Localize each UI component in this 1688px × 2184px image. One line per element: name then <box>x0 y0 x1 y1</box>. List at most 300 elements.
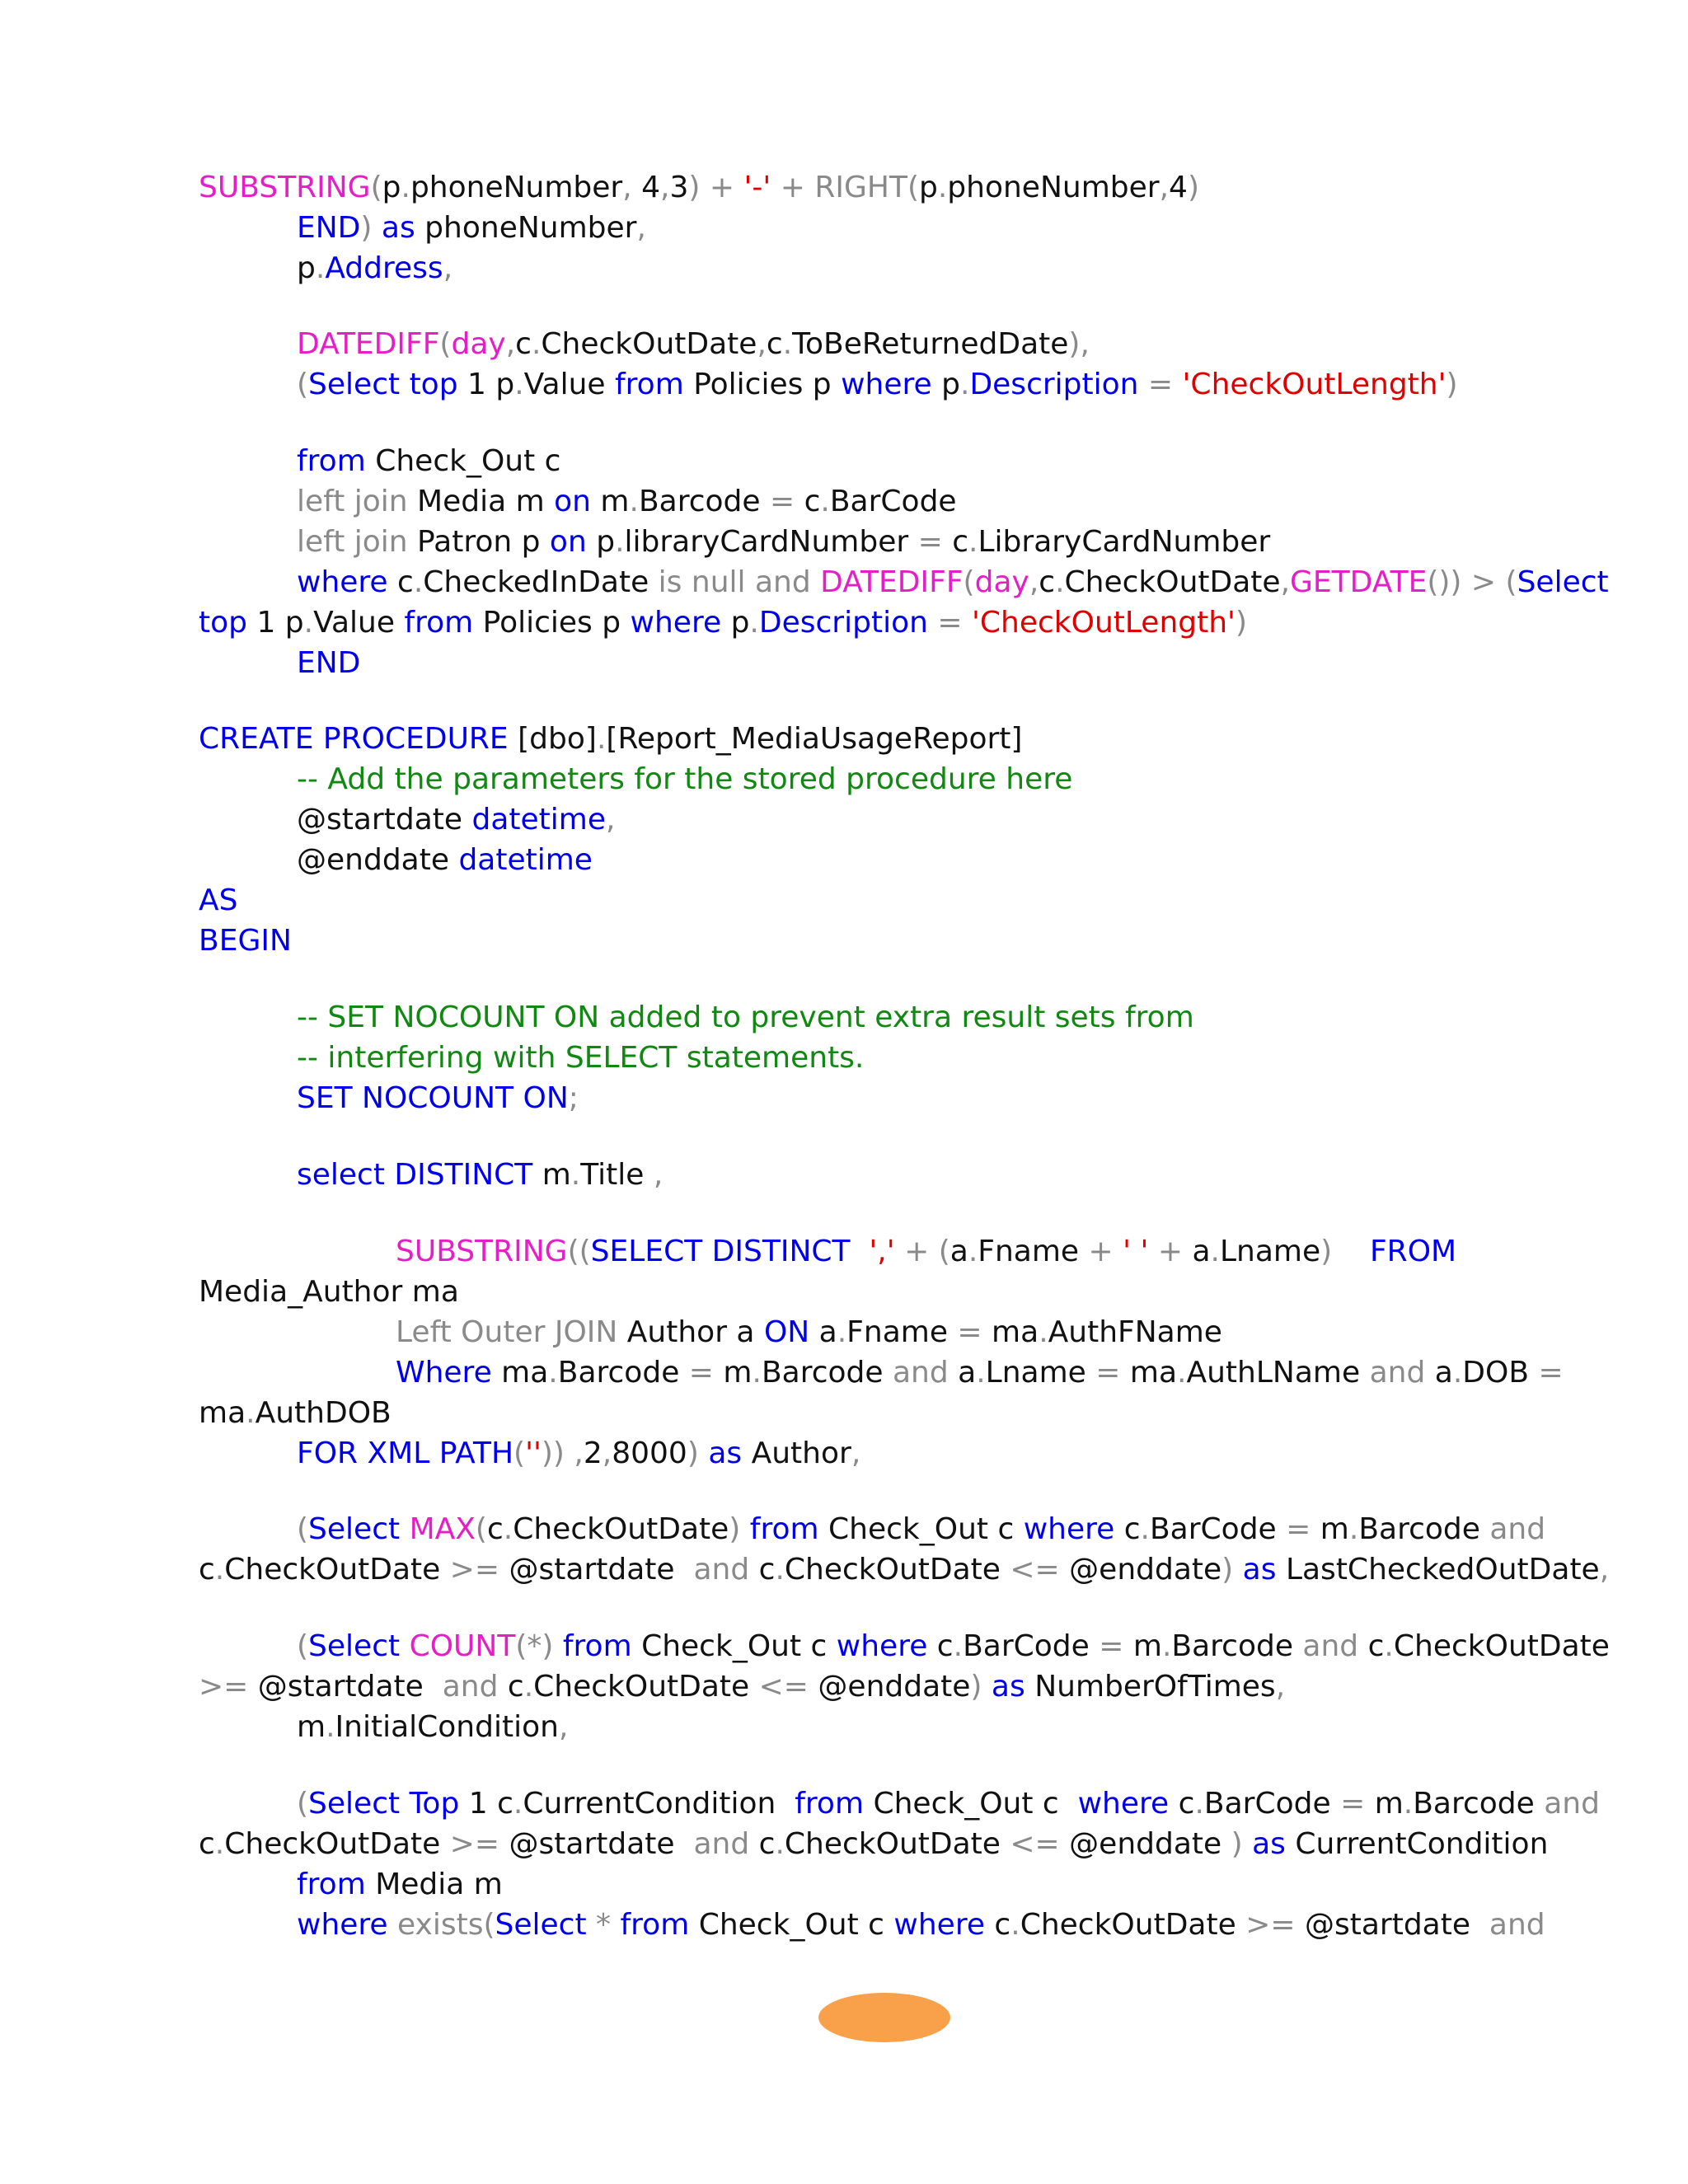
code-token: m <box>1374 1787 1404 1821</box>
code-token: InitialCondition <box>335 1710 559 1744</box>
code-token: from <box>562 1629 632 1663</box>
code-token: ) <box>970 1670 992 1704</box>
code-token: + ( <box>894 1235 950 1268</box>
code-token: . <box>401 171 410 204</box>
code-line <box>396 1232 1456 1272</box>
code-token: and <box>442 1670 499 1704</box>
code-token: Description <box>758 606 928 640</box>
code-token: DATEDIFF <box>297 327 440 361</box>
code-token: . <box>1452 1356 1463 1390</box>
code-token: . <box>1177 1356 1187 1390</box>
code-token: . <box>959 368 970 401</box>
code-token: @enddate <box>297 843 459 877</box>
code-token: Fname <box>978 1235 1080 1268</box>
code-token: p <box>297 251 316 285</box>
code-token: . <box>752 1356 762 1390</box>
code-line <box>297 1627 1610 1666</box>
code-token: , <box>602 1436 612 1470</box>
code-token: . <box>1403 1787 1414 1821</box>
code-token: ) <box>1231 1827 1253 1861</box>
code-token: 3 <box>669 171 689 204</box>
code-line <box>396 1353 1564 1393</box>
code-token: * <box>586 1908 621 1942</box>
code-token: Fname <box>846 1315 948 1349</box>
code-token: Select <box>308 1787 401 1821</box>
code-token: left join <box>297 485 408 518</box>
code-token: Value <box>523 368 615 401</box>
code-token: @startdate <box>509 1553 694 1586</box>
code-token: and <box>693 1827 750 1861</box>
code-token: Barcode <box>761 1356 893 1390</box>
code-token: Media m <box>365 1868 503 1901</box>
code-token: @startdate <box>1304 1908 1489 1942</box>
code-token: Address <box>325 251 443 285</box>
code-token: . <box>1210 1235 1220 1268</box>
code-token: CheckOutDate <box>784 1553 1001 1586</box>
code-token: c <box>952 525 969 559</box>
code-token: >= <box>1236 1908 1305 1942</box>
code-token: END <box>297 646 361 680</box>
code-token: Select <box>1517 565 1609 599</box>
code-token: . <box>326 1710 335 1744</box>
code-token: Author <box>742 1436 851 1470</box>
code-token: a <box>809 1315 837 1349</box>
code-token: = <box>1138 368 1183 401</box>
code-token: . <box>775 1827 785 1861</box>
code-line <box>297 1510 1545 1549</box>
code-token: Select <box>308 368 401 401</box>
code-token: @enddate <box>1069 1827 1231 1861</box>
code-token: Select <box>495 1908 587 1942</box>
code-token: Check_Out c <box>631 1629 837 1663</box>
code-token: CheckOutDate <box>1064 565 1281 599</box>
code-token: and <box>1489 1908 1545 1942</box>
code-line <box>297 442 560 481</box>
code-token: Patron p <box>407 525 550 559</box>
code-token: LibraryCardNumber <box>978 525 1271 559</box>
code-token: . <box>1348 1512 1359 1546</box>
code-line <box>297 563 1609 602</box>
code-line <box>297 1434 860 1474</box>
code-token: ( <box>297 1512 309 1546</box>
code-token: p <box>382 171 401 204</box>
code-line <box>297 325 1090 364</box>
code-token: + <box>1079 1235 1123 1268</box>
code-token: ; <box>568 1081 579 1115</box>
code-token: DOB <box>1462 1356 1530 1390</box>
code-token: on <box>549 525 587 559</box>
code-token: ) <box>1221 1553 1243 1586</box>
code-token: . <box>548 1356 558 1390</box>
code-token: Barcode <box>1171 1629 1303 1663</box>
code-token: Left Outer JOIN <box>396 1315 618 1349</box>
code-line <box>297 523 1270 562</box>
code-token: 'CheckOutLength' <box>971 606 1236 640</box>
code-token: ( <box>475 1512 487 1546</box>
code-token <box>388 1908 397 1942</box>
code-token: CheckedInDate <box>423 565 659 599</box>
code-token: NumberOfTimes <box>1025 1670 1276 1704</box>
code-token: ( <box>370 171 382 204</box>
code-token: 1 p <box>457 368 515 401</box>
code-token: LastCheckedOutDate <box>1276 1553 1600 1586</box>
code-line <box>297 249 452 288</box>
code-token: a <box>948 1356 977 1390</box>
code-token: ma <box>491 1356 549 1390</box>
code-token: , <box>757 327 767 361</box>
code-token: . <box>937 171 948 204</box>
code-token: where <box>630 606 722 640</box>
code-token: , <box>505 327 516 361</box>
code-line <box>199 168 1199 208</box>
code-token: FROM <box>1369 1235 1457 1268</box>
code-token: . <box>615 525 625 559</box>
code-token: select <box>297 1158 385 1192</box>
code-token: CheckOutDate <box>513 1512 729 1546</box>
code-token: = <box>1330 1787 1375 1821</box>
code-token: ( <box>297 368 309 401</box>
code-token <box>385 1158 394 1192</box>
code-line <box>297 1708 568 1747</box>
code-token: phoneNumber <box>410 171 623 204</box>
code-token: . <box>953 1629 964 1663</box>
code-token <box>851 1235 870 1268</box>
code-token: c <box>1358 1629 1385 1663</box>
code-token: CREATE PROCEDURE <box>199 722 509 756</box>
code-token: @startdate <box>257 1670 443 1704</box>
code-token: from <box>620 1908 690 1942</box>
code-token: c <box>1169 1787 1195 1821</box>
code-token: c <box>1039 565 1056 599</box>
code-token: , <box>1599 1553 1610 1586</box>
code-token: as <box>1242 1553 1277 1586</box>
code-token: ) <box>1446 368 1458 401</box>
code-token: '-' <box>743 171 771 204</box>
code-token: ) <box>1320 1235 1370 1268</box>
code-token: . <box>303 606 314 640</box>
code-token: from <box>614 368 684 401</box>
code-token: p <box>721 606 750 640</box>
code-token: c <box>199 1827 215 1861</box>
code-token: CheckOutDate <box>224 1827 441 1861</box>
code-token: . <box>503 1512 513 1546</box>
code-line <box>297 209 646 248</box>
code-token: . <box>837 1315 847 1349</box>
code-token: ( <box>907 171 919 204</box>
code-token: ( <box>297 1787 309 1821</box>
code-token: + <box>771 171 815 204</box>
code-token: CurrentCondition <box>1285 1827 1549 1861</box>
code-token: c <box>749 1827 776 1861</box>
code-token: . <box>523 1670 534 1704</box>
code-token: . <box>1140 1512 1150 1546</box>
code-token: = <box>760 485 804 518</box>
code-token: . <box>629 485 639 518</box>
code-token: @startdate <box>297 803 472 837</box>
code-token: Barcode <box>638 485 761 518</box>
code-token: from <box>297 1868 366 1901</box>
code-token: and <box>693 1553 750 1586</box>
code-line <box>199 1394 392 1433</box>
code-token: Policies p <box>683 368 842 401</box>
code-token: where <box>836 1629 928 1663</box>
code-token: and <box>1369 1356 1426 1390</box>
code-token: AuthDOB <box>255 1396 392 1430</box>
code-token: '' <box>525 1436 542 1470</box>
code-token: . <box>514 368 524 401</box>
code-token: SELECT <box>590 1235 703 1268</box>
code-token: FOR XML PATH <box>297 1436 514 1470</box>
code-token: ( <box>297 1629 309 1663</box>
code-line <box>297 998 1194 1038</box>
code-token: c <box>486 1512 504 1546</box>
code-token: a <box>1425 1356 1453 1390</box>
code-token: CheckOutDate <box>541 327 757 361</box>
code-token: Barcode <box>1358 1512 1490 1546</box>
code-line <box>297 760 1072 799</box>
code-token: Media_Author ma <box>199 1275 459 1309</box>
code-token: c <box>387 565 414 599</box>
code-token: (( <box>567 1235 591 1268</box>
code-token: Top <box>409 1787 460 1821</box>
code-token: + <box>1148 1235 1193 1268</box>
code-token: ToBeReturnedDate <box>792 327 1069 361</box>
code-token: >= <box>440 1553 509 1586</box>
code-line <box>297 1865 503 1905</box>
code-token: , <box>1029 565 1039 599</box>
code-token: c <box>984 1908 1011 1942</box>
code-token: . <box>246 1396 256 1430</box>
code-token: BarCode <box>963 1629 1090 1663</box>
code-token: Policies p <box>473 606 631 640</box>
code-token: p <box>931 368 960 401</box>
code-token: . <box>214 1827 225 1861</box>
code-token: 4 <box>641 171 661 204</box>
page-number-marker <box>818 1993 950 2042</box>
code-token: 4 <box>1169 171 1188 204</box>
code-token: -- interfering with SELECT statements. <box>297 1041 865 1075</box>
code-token: Description <box>969 368 1139 401</box>
code-token: ) <box>360 211 382 245</box>
code-token: datetime <box>471 803 606 837</box>
code-token: exists <box>397 1908 484 1942</box>
code-token: ma <box>992 1315 1039 1349</box>
code-token: . <box>570 1158 581 1192</box>
code-token: <= <box>749 1670 818 1704</box>
code-token: CheckOutDate <box>533 1670 750 1704</box>
code-token: = <box>1529 1356 1564 1390</box>
code-token: datetime <box>458 843 593 877</box>
code-token: CurrentCondition <box>523 1787 795 1821</box>
code-token: , <box>1280 565 1291 599</box>
code-line <box>297 800 615 840</box>
code-token: = <box>908 525 953 559</box>
code-token: Title <box>580 1158 654 1192</box>
code-token: c <box>749 1553 776 1586</box>
code-token: c <box>498 1670 524 1704</box>
code-token: as <box>991 1670 1025 1704</box>
code-token: as <box>708 1436 743 1470</box>
code-line <box>297 644 360 683</box>
code-token: where <box>1077 1787 1170 1821</box>
code-token: [Report_MediaUsageReport] <box>606 722 1023 756</box>
code-token: c <box>1114 1512 1141 1546</box>
code-token: . <box>1384 1629 1394 1663</box>
code-token: c <box>515 327 532 361</box>
code-token: . <box>782 327 793 361</box>
code-token: , <box>622 171 642 204</box>
code-token: and <box>1302 1629 1359 1663</box>
code-line <box>297 482 957 522</box>
code-token: from <box>749 1512 819 1546</box>
code-token: from <box>297 444 366 478</box>
code-token: and <box>1544 1787 1600 1821</box>
code-token: Media m <box>407 485 555 518</box>
code-token: ma <box>1129 1356 1178 1390</box>
code-token: ( <box>513 1436 526 1470</box>
code-token: . <box>1010 1908 1020 1942</box>
code-token <box>702 1235 711 1268</box>
code-token: m <box>1132 1629 1162 1663</box>
code-token: , <box>1159 171 1170 204</box>
code-token: day <box>451 327 506 361</box>
code-line <box>199 1825 1548 1864</box>
code-token: . <box>531 327 542 361</box>
code-token: SET NOCOUNT ON <box>297 1081 569 1115</box>
code-token: where <box>893 1908 985 1942</box>
code-line <box>297 1038 864 1078</box>
code-token: , <box>636 211 646 245</box>
code-token: BarCode <box>1203 1787 1331 1821</box>
code-token: BEGIN <box>199 924 292 958</box>
code-token: @enddate <box>1069 1553 1222 1586</box>
code-token: ( <box>439 327 452 361</box>
code-token: day <box>974 565 1029 599</box>
code-token: Value <box>313 606 405 640</box>
code-token: CheckOutDate <box>224 1553 441 1586</box>
code-token: . <box>976 1356 986 1390</box>
code-token: 'CheckOutLength' <box>1182 368 1447 401</box>
code-token: ON <box>763 1315 810 1349</box>
code-line <box>297 841 593 880</box>
code-token: where <box>841 368 932 401</box>
code-token: ma <box>199 1396 246 1430</box>
code-token: left join <box>297 525 408 559</box>
code-token: from <box>404 606 474 640</box>
code-token: @enddate <box>818 1670 971 1704</box>
code-token: phoneNumber <box>947 171 1160 204</box>
code-token: END <box>297 211 361 245</box>
code-token: from <box>795 1787 865 1821</box>
code-token: AS <box>199 883 238 917</box>
code-token: and <box>892 1356 949 1390</box>
code-token: = <box>1276 1512 1320 1546</box>
code-token: = <box>1089 1629 1133 1663</box>
code-token: c <box>804 485 821 518</box>
code-token: -- SET NOCOUNT ON added to prevent extra result sets from <box>297 1001 1194 1034</box>
code-token: c <box>927 1629 954 1663</box>
code-line <box>199 719 1022 759</box>
code-token: DISTINCT <box>394 1158 533 1192</box>
code-token: CheckOutDate <box>784 1827 1001 1861</box>
code-token: . <box>315 251 326 285</box>
code-token: m <box>532 1158 571 1192</box>
code-token: a <box>1192 1235 1211 1268</box>
code-token: (*) <box>515 1629 563 1663</box>
code-token: GETDATE <box>1290 565 1428 599</box>
code-token: , <box>443 251 453 285</box>
code-token: = <box>927 606 972 640</box>
code-token: top <box>409 368 458 401</box>
code-token: SUBSTRING <box>396 1235 568 1268</box>
code-line <box>297 1155 663 1195</box>
code-token: 2 <box>583 1436 603 1470</box>
code-token: = <box>1085 1356 1130 1390</box>
code-token: m <box>590 485 630 518</box>
code-token: = <box>947 1315 992 1349</box>
code-token: ' ' <box>1123 1235 1149 1268</box>
code-token: Check_Out c <box>864 1787 1078 1821</box>
code-token: [dbo] <box>508 722 597 756</box>
code-token: >= <box>199 1670 258 1704</box>
code-token: c <box>199 1553 215 1586</box>
code-line <box>297 1784 1600 1824</box>
code-token: Check_Out c <box>365 444 561 478</box>
code-token: p <box>918 171 938 204</box>
code-token: phoneNumber <box>415 211 637 245</box>
code-token: ( <box>963 565 975 599</box>
code-token: . <box>968 525 978 559</box>
code-token: libraryCardNumber <box>624 525 909 559</box>
code-token: , <box>851 1436 861 1470</box>
code-token: DATEDIFF <box>820 565 964 599</box>
code-token: 1 p <box>247 606 304 640</box>
code-token: ',' <box>869 1235 895 1268</box>
code-line <box>396 1313 1222 1352</box>
code-token: . <box>775 1553 785 1586</box>
code-token: top <box>199 606 247 640</box>
code-token: Barcode <box>1413 1787 1545 1821</box>
code-token: on <box>554 485 591 518</box>
code-line <box>199 921 292 961</box>
code-token: Author a <box>617 1315 764 1349</box>
code-token: p <box>586 525 616 559</box>
code-token: Select <box>308 1629 401 1663</box>
code-token: ) <box>1235 606 1247 640</box>
code-line <box>199 1272 459 1312</box>
code-token <box>400 1629 409 1663</box>
code-token: BarCode <box>829 485 957 518</box>
code-line <box>297 365 1458 405</box>
code-token: . <box>1194 1787 1204 1821</box>
code-line <box>297 1079 579 1118</box>
code-token: ), <box>1068 327 1090 361</box>
code-token: , <box>660 171 670 204</box>
code-token: a <box>950 1235 968 1268</box>
code-token: ) <box>1187 171 1199 204</box>
code-token: <= <box>1000 1553 1070 1586</box>
code-token: . <box>968 1235 978 1268</box>
code-token: where <box>1023 1512 1115 1546</box>
code-token: m <box>297 1710 326 1744</box>
code-token: Lname <box>985 1356 1086 1390</box>
code-token: 8000 <box>612 1436 687 1470</box>
code-token: c <box>766 327 783 361</box>
code-line <box>199 1550 1609 1590</box>
code-token: RIGHT <box>814 171 907 204</box>
code-token: AuthFName <box>1048 1315 1222 1349</box>
code-token: . <box>214 1553 225 1586</box>
